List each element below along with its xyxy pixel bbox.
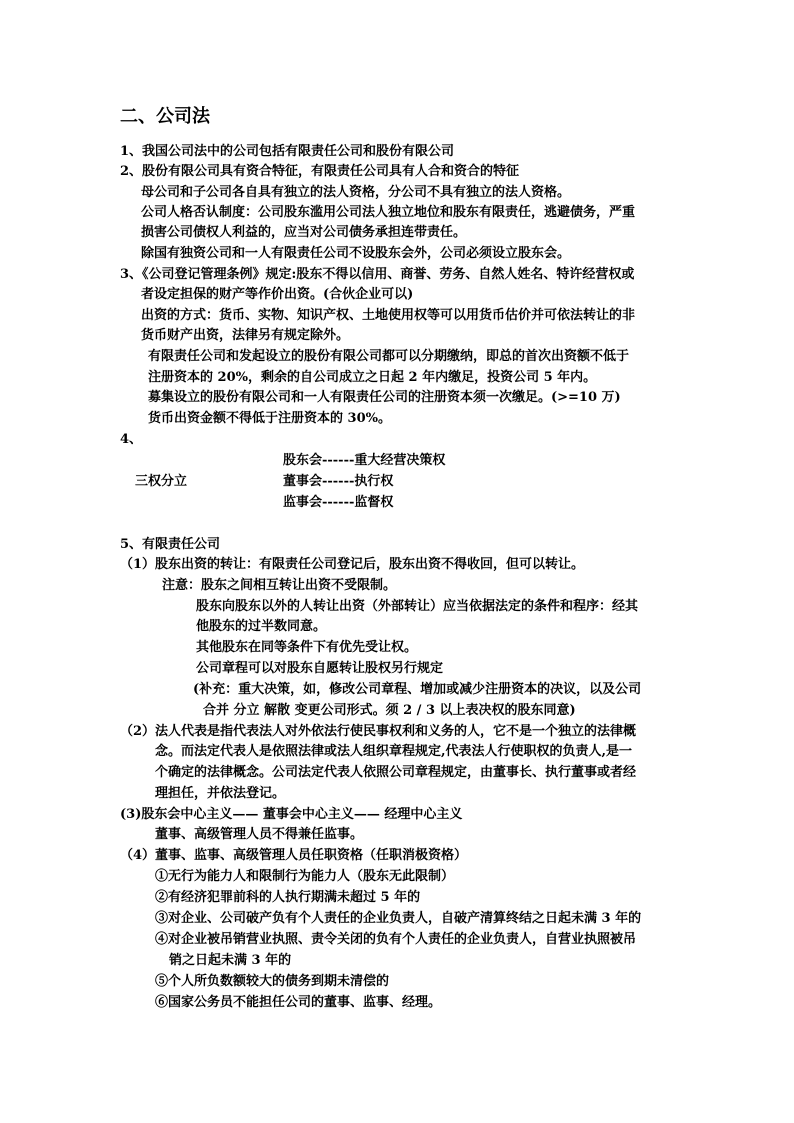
text-line: 公司人格否认制度：公司股东滥用公司法人独立地位和股东有限责任，逃避债务，严重 [141,205,636,220]
text-line: 公司章程可以对股东自愿转让股权另行规定 [196,661,444,676]
text-line: 募集设立的股份有限公司和一人有限责任公司的注册资本须一次缴足。(>=10 万) [148,390,621,405]
text-line: 念。而法定代表人是依照法律或法人组织章程规定,代表法人行使职权的负责人,是一 [155,744,633,759]
text-line: 出资的方式：货币、实物、知识产权、土地使用权等可以用货币估价并可依法转让的非 [141,308,636,323]
text-line: 股东会------重大经营决策权 [283,453,446,468]
text-line: (补充：重大决策，如，修改公司章程、增加或减少注册资本的决议，以及公司 [193,682,642,697]
text-line: (3)股东会中心主义—— 董事会中心主义—— 经理中心主义 [120,807,463,822]
text-line: 注册资本的 20%，剩余的自公司成立之日起 2 年内缴足，投资公司 5 年内。 [148,370,597,385]
text-line: ④对企业被吊销营业执照、责令关闭的负有个人责任的企业负责人，自营业执照被吊 [155,932,637,947]
text-line: 损害公司债权人利益的，应当对公司债务承担连带责任。 [141,225,467,240]
text-line: （2）法人代表是指代表法人对外依法行使民事权利和义务的人，它不是一个独立的法律概 [120,724,637,739]
text-line: 2、股份有限公司具有资合特征，有限责任公司具有人合和资合的特征 [120,164,520,179]
text-line: 者设定担保的财产等作价出资。(合伙企业可以) [141,287,414,302]
text-line: 1、我国公司法中的公司包括有限责任公司和股份有限公司 [120,144,455,159]
text-line: 监事会------监督权 [283,495,394,510]
text-line: 3、《公司登记管理条例》规定:股东不得以信用、商誉、劳务、自然人姓名、特许经营权或 [120,267,635,282]
text-line: 有限责任公司和发起设立的股份有限公司都可以分期缴纳，即总的首次出资额不低于 [148,349,630,364]
text-line: （4）董事、监事、高级管理人员任职资格（任职消极资格） [120,848,468,863]
text-line: 注意：股东之间相互转让出资不受限制。 [162,578,397,593]
text-line: 母公司和子公司各自具有独立的法人资格，分公司不具有独立的法人资格。 [141,185,571,200]
text-line: 货币财产出资，法律另有规定除外。 [141,328,350,343]
text-line: 合并 分立 解散 变更公司形式。须 2 / 3 以上表决权的股东同意) [203,703,576,718]
text-line: ②有经济犯罪前科的人执行期满未超过 5 年的 [155,890,421,905]
text-line: ①无行为能力人和限制行为能力人（股东无此限制） [155,869,455,884]
text-line: （1）股东出资的转让：有限责任公司登记后，股东出资不得收回，但可以转让。 [120,557,585,572]
text-line: 其他股东在同等条件下有优先受让权。 [196,640,418,655]
section-heading: 二、公司法 [120,106,210,127]
text-line: 董事、高级管理人员不得兼任监事。 [155,827,364,842]
text-line: 股东向股东以外的人转让出资（外部转让）应当依据法定的条件和程序：经其 [196,599,639,614]
text-line: 4、 [120,432,143,447]
text-line: 货币出资金额不得低于注册资本的 30%。 [148,411,391,426]
text-line: 个确定的法律概念。公司法定代表人依照公司章程规定，由董事长、执行董事或者经 [155,765,637,780]
text-line: ③对企业、公司破产负有个人责任的企业负责人，自破产清算终结之日起未满 3 年的 [155,911,642,926]
text-line: 三权分立 [135,474,188,489]
text-line: ⑥国家公务员不能担任公司的董事、监事、经理。 [155,995,442,1010]
text-line: 他股东的过半数同意。 [196,619,327,634]
text-line: ⑤个人所负数额较大的债务到期未清偿的 [155,974,390,989]
text-line: 销之日起未满 3 年的 [169,953,292,968]
text-line: 5、有限责任公司 [120,537,221,552]
text-line: 除国有独资公司和一人有限责任公司不设股东会外，公司必须设立股东会。 [141,246,571,261]
text-line: 董事会------执行权 [283,474,394,489]
text-line: 理担任，并依法登记。 [155,786,286,801]
